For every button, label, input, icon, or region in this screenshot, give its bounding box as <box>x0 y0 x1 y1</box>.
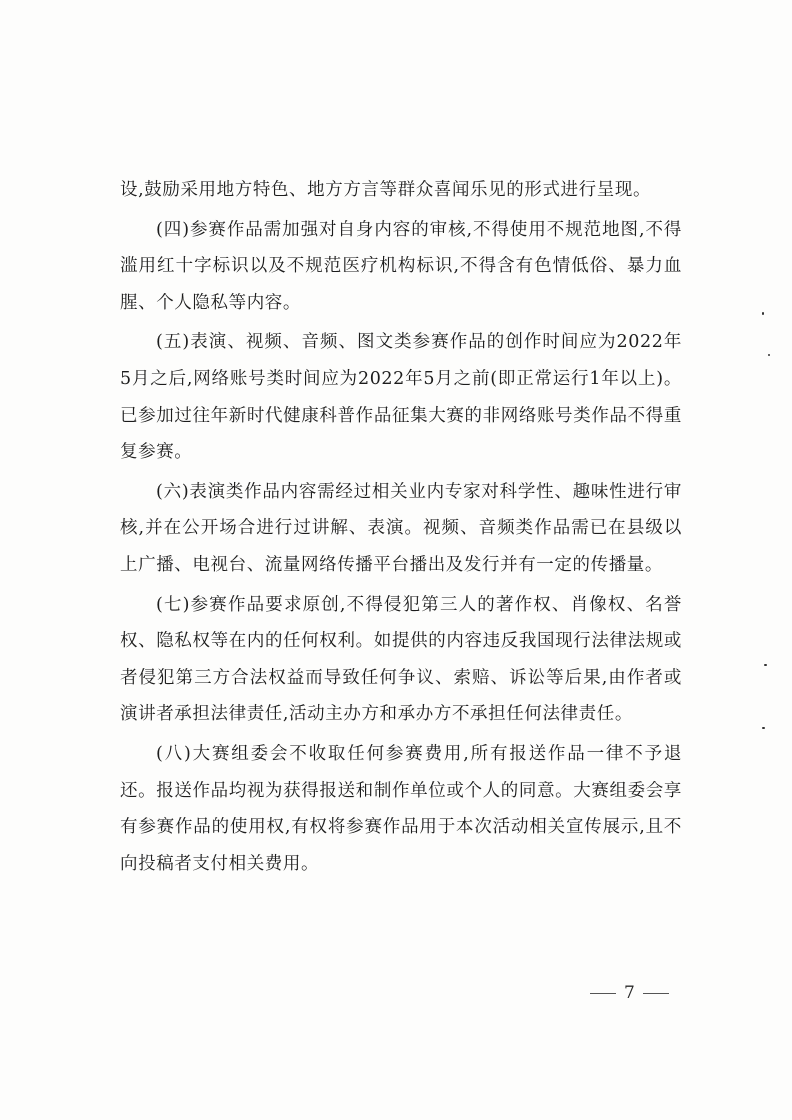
paragraph-item-5: (五)表演、视频、音频、图文类参赛作品的创作时间应为2022年5月之后,网络账号类时间应为2022年5月之前(即正常运行1年以上)。已参加过往年新时代健康科普作品征集大赛的非网络账号类作品不得重复参赛。 <box>120 332 682 463</box>
paragraph-item-4: (四)参赛作品需加强对自身内容的审核,不得使用不规范地图,不得滥用红十字标识以及不规范医疗机构标识,不得含有色情低俗、暴力血腥、个人隐私等内容。 <box>120 219 682 313</box>
page-footer <box>590 983 680 1003</box>
paragraph-item-8: (八)大赛组委会不收取任何参赛费用,所有报送作品一律不予退还。报送作品均视为获得报送和制作单位或个人的同意。大赛组委会享有参赛作品的使用权,有权将参赛作品用于本次活动相关宣传展示,且不向投稿者支付相关费用。 <box>120 743 682 874</box>
body-text <box>120 172 682 882</box>
page-number: 7 <box>624 983 635 1003</box>
footer-dash-left <box>590 993 616 994</box>
scan-speck <box>764 664 767 666</box>
scan-speck <box>762 727 765 729</box>
paragraph-continuation: 设,鼓励采用地方特色、地方方言等群众喜闻乐见的形式进行呈现。 <box>120 180 652 200</box>
footer-dash-right <box>643 993 669 994</box>
scan-speck <box>768 354 770 356</box>
scan-speck <box>762 312 764 315</box>
paragraph-item-7: (七)参赛作品要求原创,不得侵犯第三人的著作权、肖像权、名誉权、隐私权等在内的任何权利。如提供的内容违反我国现行法律法规或者侵犯第三方合法权益而导致任何争议、索赔、诉讼等后果,由作者或演讲者承担法律责任,活动主办方和承办方不承担任何法律责任。 <box>120 594 682 725</box>
paragraph-item-6: (六)表演类作品内容需经过相关业内专家对科学性、趣味性进行审核,并在公开场合进行过讲解、表演。视频、音频类作品需已在县级以上广播、电视台、流量网络传播平台播出及发行并有一定的传播量。 <box>120 481 682 575</box>
